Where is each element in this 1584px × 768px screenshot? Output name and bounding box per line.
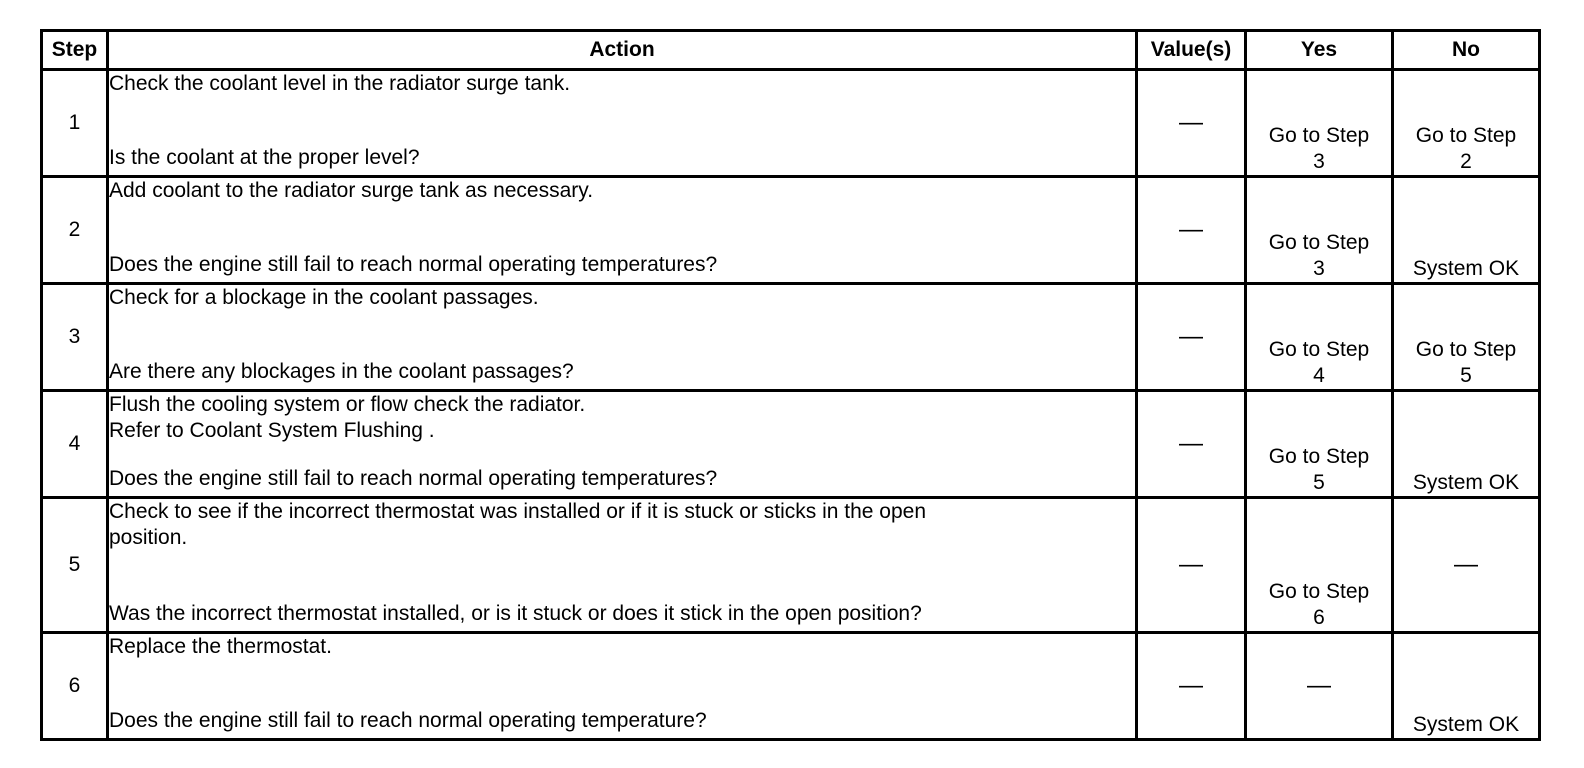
action-question: Are there any blockages in the coolant passages? [109, 360, 574, 383]
header-no: No [1393, 31, 1540, 70]
table-row [42, 177, 1540, 284]
action-question: Is the coolant at the proper level? [109, 146, 420, 169]
step-number: 1 [42, 70, 108, 177]
yes-cell: Go to Step 5 [1246, 391, 1393, 498]
no-cell: Go to Step 2 [1393, 70, 1540, 177]
value-text: — [1179, 215, 1203, 243]
table-row [42, 391, 1540, 498]
value-text: — [1179, 108, 1203, 136]
table-row [42, 633, 1540, 740]
action-cell [108, 70, 1137, 177]
step-number: 6 [42, 633, 108, 740]
step-number: 4 [42, 391, 108, 498]
action-text: Replace the thermostat. [109, 635, 332, 658]
no-text: — [1454, 550, 1478, 578]
value-cell [1137, 177, 1246, 284]
header-yes: Yes [1246, 31, 1393, 70]
header-step: Step [42, 31, 108, 70]
yes-cell: Go to Step 3 [1246, 70, 1393, 177]
no-cell: System OK [1393, 391, 1540, 498]
value-cell [1137, 284, 1246, 391]
step-number: 2 [42, 177, 108, 284]
yes-cell: Go to Step 6 [1246, 498, 1393, 633]
yes-cell: Go to Step 3 [1246, 177, 1393, 284]
value-cell [1137, 391, 1246, 498]
action-text: Refer to Coolant System Flushing . [109, 419, 435, 442]
value-cell [1137, 70, 1246, 177]
header-values: Value(s) [1137, 31, 1246, 70]
action-question: Does the engine still fail to reach normal operating temperatures? [109, 467, 718, 490]
action-cell [108, 498, 1137, 633]
action-text: Check the coolant level in the radiator surge tank. [109, 72, 571, 95]
header-action: Action [108, 31, 1137, 70]
value-cell [1137, 633, 1246, 740]
action-cell [108, 633, 1137, 740]
table-row [42, 284, 1540, 391]
step-number: 3 [42, 284, 108, 391]
no-cell: System OK [1393, 633, 1540, 740]
action-text: Check for a blockage in the coolant passages. [109, 286, 539, 309]
action-cell [108, 177, 1137, 284]
no-cell: Go to Step 5 [1393, 284, 1540, 391]
action-question: Does the engine still fail to reach normal operating temperatures? [109, 253, 718, 276]
action-text: Flush the cooling system or flow check the radiator. [109, 393, 586, 416]
value-text: — [1179, 322, 1203, 350]
action-text: position. [109, 526, 188, 549]
action-question: Does the engine still fail to reach normal operating temperature? [109, 709, 707, 732]
no-cell: System OK [1393, 177, 1540, 284]
yes-text: — [1307, 671, 1331, 699]
table-row [42, 498, 1540, 633]
action-text: Check to see if the incorrect thermostat was installed or if it is stuck or sticks in the open [109, 500, 927, 523]
yes-cell: Go to Step 4 [1246, 284, 1393, 391]
action-question: Was the incorrect thermostat installed, or is it stuck or does it stick in the open position? [109, 602, 922, 625]
no-cell [1393, 498, 1540, 633]
action-text: Add coolant to the radiator surge tank as necessary. [109, 179, 594, 202]
header-row [42, 31, 1540, 70]
diagnostic-table [40, 29, 1541, 741]
value-text: — [1179, 671, 1203, 699]
value-cell [1137, 498, 1246, 633]
yes-cell [1246, 633, 1393, 740]
step-number: 5 [42, 498, 108, 633]
action-cell [108, 391, 1137, 498]
value-text: — [1179, 550, 1203, 578]
table-row [42, 70, 1540, 177]
value-text: — [1179, 429, 1203, 457]
action-cell [108, 284, 1137, 391]
